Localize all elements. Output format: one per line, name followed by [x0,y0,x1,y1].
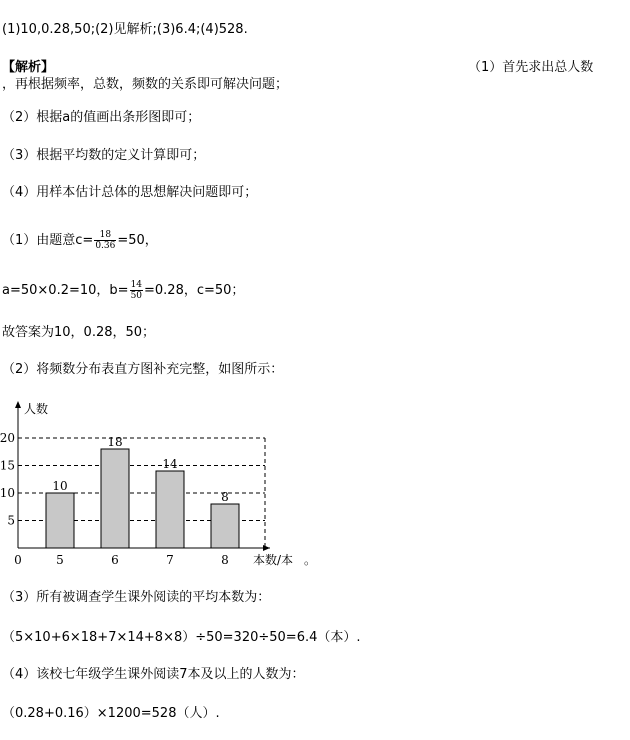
x-tick-label: 8 [221,553,229,567]
fraction-denominator: 50 [130,291,143,301]
bar-value-label: 10 [52,479,68,493]
bar-7 [156,471,184,548]
y-axis-title: 人数 [24,402,49,416]
x-axis-title: 本数/本 [253,553,294,567]
solution-step-1-suffix: =50， [117,233,158,248]
origin-label: 0 [14,553,22,567]
analysis-intro-cont: ，再根据频率，总数，频数的关系即可解决问题； [2,77,289,92]
bar-value-label: 18 [107,435,123,449]
y-tick-label: 20 [0,431,15,445]
y-tick-label: 15 [0,458,15,473]
bar-value-label: 14 [162,457,178,471]
x-tick-label: 5 [56,553,64,567]
solution-step-2 [2,280,244,301]
solution-step-4: （4）该校七年级学生课外阅读7本及以上的人数为： [2,667,305,682]
analysis-step-4: （4）用样本估计总体的思想解决问题即可； [2,185,258,200]
fraction-14-over-50 [130,280,143,301]
solution-answer: 故答案为10，0.28，50； [2,325,156,340]
bar-5 [46,493,74,548]
fraction-18-over-036 [94,230,116,251]
bar-value-label: 8 [221,490,229,504]
analysis-heading: 【解析】 [2,60,55,75]
solution-step-2-suffix: =0.28，c=50； [144,283,245,298]
answer-line: (1)10,0.28,50;(2)见解析;(3)6.4;(4)528. [2,22,248,37]
fraction-numerator: 18 [94,230,116,241]
bar-6 [101,449,129,548]
y-tick-label: 10 [0,486,15,500]
bar-chart [0,395,320,575]
solution-step-chart-intro: （2）将频数分布表直方图补充完整，如图所示： [2,362,284,377]
solution-step-4-calc: （0.28+0.16）×1200=528（人）. [2,706,220,721]
x-axis-arrow [263,545,270,551]
solution-step-3: （3）所有被调查学生课外阅读的平均本数为： [2,590,271,605]
analysis-step-2: （2）根据a的值画出条形图即可； [2,110,201,125]
y-tick-label: 5 [7,513,15,528]
solution-step-3-calc: （5×10+6×18+7×14+8×8）÷50=320÷50=6.4（本）. [2,630,361,645]
solution-step-1-prefix: （1）由题意c= [2,233,94,248]
x-axis-title-dot: 。 [304,553,317,567]
bar-8 [211,504,239,548]
solution-step-1 [2,230,158,251]
x-tick-label: 7 [166,553,174,567]
fraction-denominator: 0.36 [95,241,116,251]
fraction-numerator: 14 [130,280,143,290]
x-tick-label: 6 [111,553,119,567]
analysis-step-3: （3）根据平均数的定义计算即可； [2,148,206,163]
y-axis-arrow [15,401,21,408]
solution-step-2-prefix: a=50×0.2=10，b= [2,283,129,298]
analysis-intro-right: （1）首先求出总人数 [468,60,594,75]
